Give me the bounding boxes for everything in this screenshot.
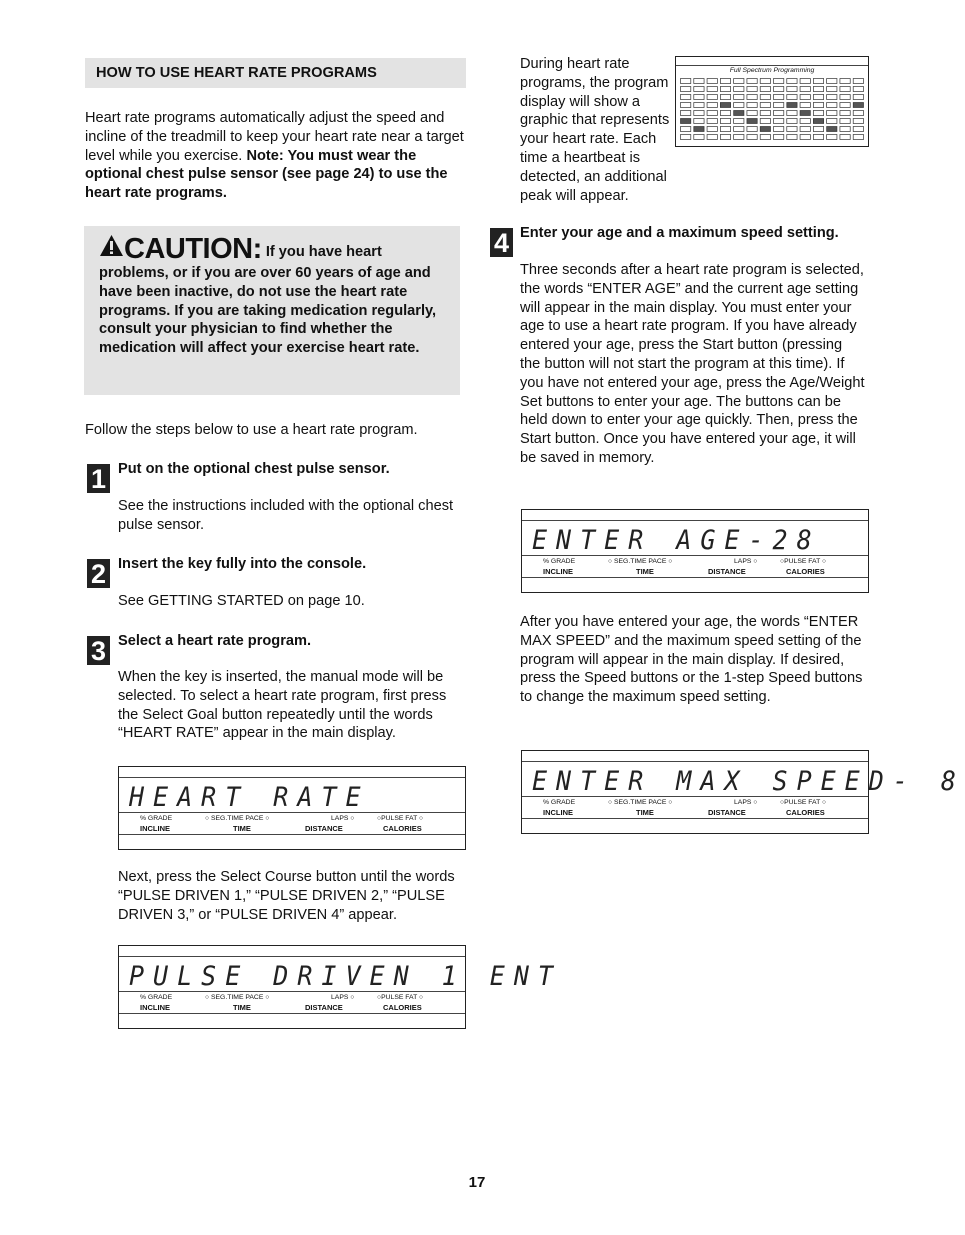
label-seg-time-pace: ○ SEG.TIME PACE ○ [205,994,270,1001]
label-distance: DISTANCE [708,567,746,576]
label-seg-time-pace: ○ SEG.TIME PACE ○ [608,799,673,806]
label-laps: LAPS ○ [331,994,355,1001]
label-calories: CALORIES [786,808,825,817]
step-4-body-2: After you have entered your age, the words “ENTER MAX SPEED” and the maximum speed setting of the program will appear in the main display. If desired, press the Speed buttons or the 1-step Speed buttons to change the maximum speed setting. [520,614,863,706]
caution-text: If you have heart problems, or if you are over 60 years of age and have been inactive, do not use the heart rate programs. If you are taking medication regularly, consult your physician to find whether the medication will affect your exercise heart rate. [99,244,437,357]
label-incline: INCLINE [543,808,573,817]
label-grade: % GRADE [140,994,173,1001]
label-seg-time-pace: ○ SEG.TIME PACE ○ [205,815,270,822]
step-3-body-2: Next, press the Select Course button until the words “PULSE DRIVEN 1,” “PULSE DRIVEN 2,” “PULSE DRIVEN 3,” or “PULSE DRIVEN 4” appear. [118,869,455,923]
label-incline: INCLINE [140,824,170,833]
lcd-main-text: ENTER MAX SPEED- 8 [532,766,965,797]
label-time: TIME [636,808,654,817]
label-pulse-fat: ○PULSE FAT ○ [780,799,827,806]
label-pulse-fat: ○PULSE FAT ○ [377,815,424,822]
step-1-title: Put on the optional chest pulse sensor. [118,461,390,477]
label-grade: % GRADE [543,799,576,806]
label-pulse-fat: ○PULSE FAT ○ [780,558,827,565]
label-laps: LAPS ○ [734,558,758,565]
follow-text: Follow the steps below to use a heart rate program. [85,422,418,438]
lcd-main-text: HEART RATE [129,782,370,813]
caution-box [84,226,460,395]
warning-icon [99,234,124,257]
label-seg-time-pace: ○ SEG.TIME PACE ○ [608,558,673,565]
heartbeat-text: During heart rate programs, the program display will show a graphic that represents your heart rate. Each time a heartbeat is detected, an additional peak will appear. [520,56,670,204]
section-heading: HOW TO USE HEART RATE PROGRAMS [85,58,466,88]
label-grade: % GRADE [543,558,576,565]
full-spectrum-graphic [675,56,869,147]
step-2-body: See GETTING STARTED on page 10. [118,593,365,609]
label-laps: LAPS ○ [331,815,355,822]
label-distance: DISTANCE [708,808,746,817]
label-incline: INCLINE [543,567,573,576]
step-4-body: Three seconds after a heart rate program is selected, the words “ENTER AGE” and the current age setting will appear in the main display. You must enter your age to use a heart rate program. If you have already entered your age, press the Start button (pressing the button will not start the program at this time). If you have not entered your age, press the Age/Weight Set buttons to enter your age. The buttons can be held down to enter your age quickly. Then, press the Start button. Once you have entered your age, it will be saved in memory. [520,262,865,466]
caution-title: CAUTION: [124,233,262,265]
lcd-main-text: ENTER AGE-28 [532,525,821,556]
step-3-title: Select a heart rate program. [118,633,312,649]
label-laps: LAPS ○ [734,799,758,806]
step-1-number: 1 [87,464,110,493]
intro-text: Heart rate programs automatically adjust the speed and incline of the treadmill to keep your heart rate near a target level while you exercise. [85,110,464,164]
label-pulse-fat: ○PULSE FAT ○ [377,994,424,1001]
lcd-display-heart-rate [118,766,466,850]
spectrum-title: Full Spectrum Programming [729,67,815,74]
page-number: 17 [468,1174,486,1191]
step-1-body: See the instructions included with the optional chest pulse sensor. [118,498,454,533]
step-4-title: Enter your age and a maximum speed setting. [520,225,839,241]
label-distance: DISTANCE [305,1003,343,1012]
step-2-number: 2 [87,559,110,588]
label-time: TIME [233,1003,251,1012]
intro-note: Note: You must wear the optional chest pulse sensor (see page 24) to use the heart rate programs. [85,147,448,202]
label-calories: CALORIES [383,824,422,833]
program-grid [679,77,865,141]
lcd-display-enter-max-speed [521,750,965,834]
label-incline: INCLINE [140,1003,170,1012]
label-grade: % GRADE [140,815,173,822]
label-distance: DISTANCE [305,824,343,833]
lcd-display-pulse-driven [118,945,562,1029]
label-time: TIME [233,824,251,833]
label-calories: CALORIES [383,1003,422,1012]
lcd-main-text: PULSE DRIVEN 1 ENT [129,961,562,992]
label-time: TIME [636,567,654,576]
step-2-title: Insert the key fully into the console. [118,556,367,572]
step-4-number: 4 [490,228,513,257]
intro-paragraph [85,109,470,203]
step-3-body: When the key is inserted, the manual mode will be selected. To select a heart rate program, first press the Select Goal button repeatedly until the words “HEART RATE” appear in the main display. [118,669,447,742]
lcd-display-enter-age [521,509,869,593]
step-3-number: 3 [87,636,110,665]
label-calories: CALORIES [786,567,825,576]
